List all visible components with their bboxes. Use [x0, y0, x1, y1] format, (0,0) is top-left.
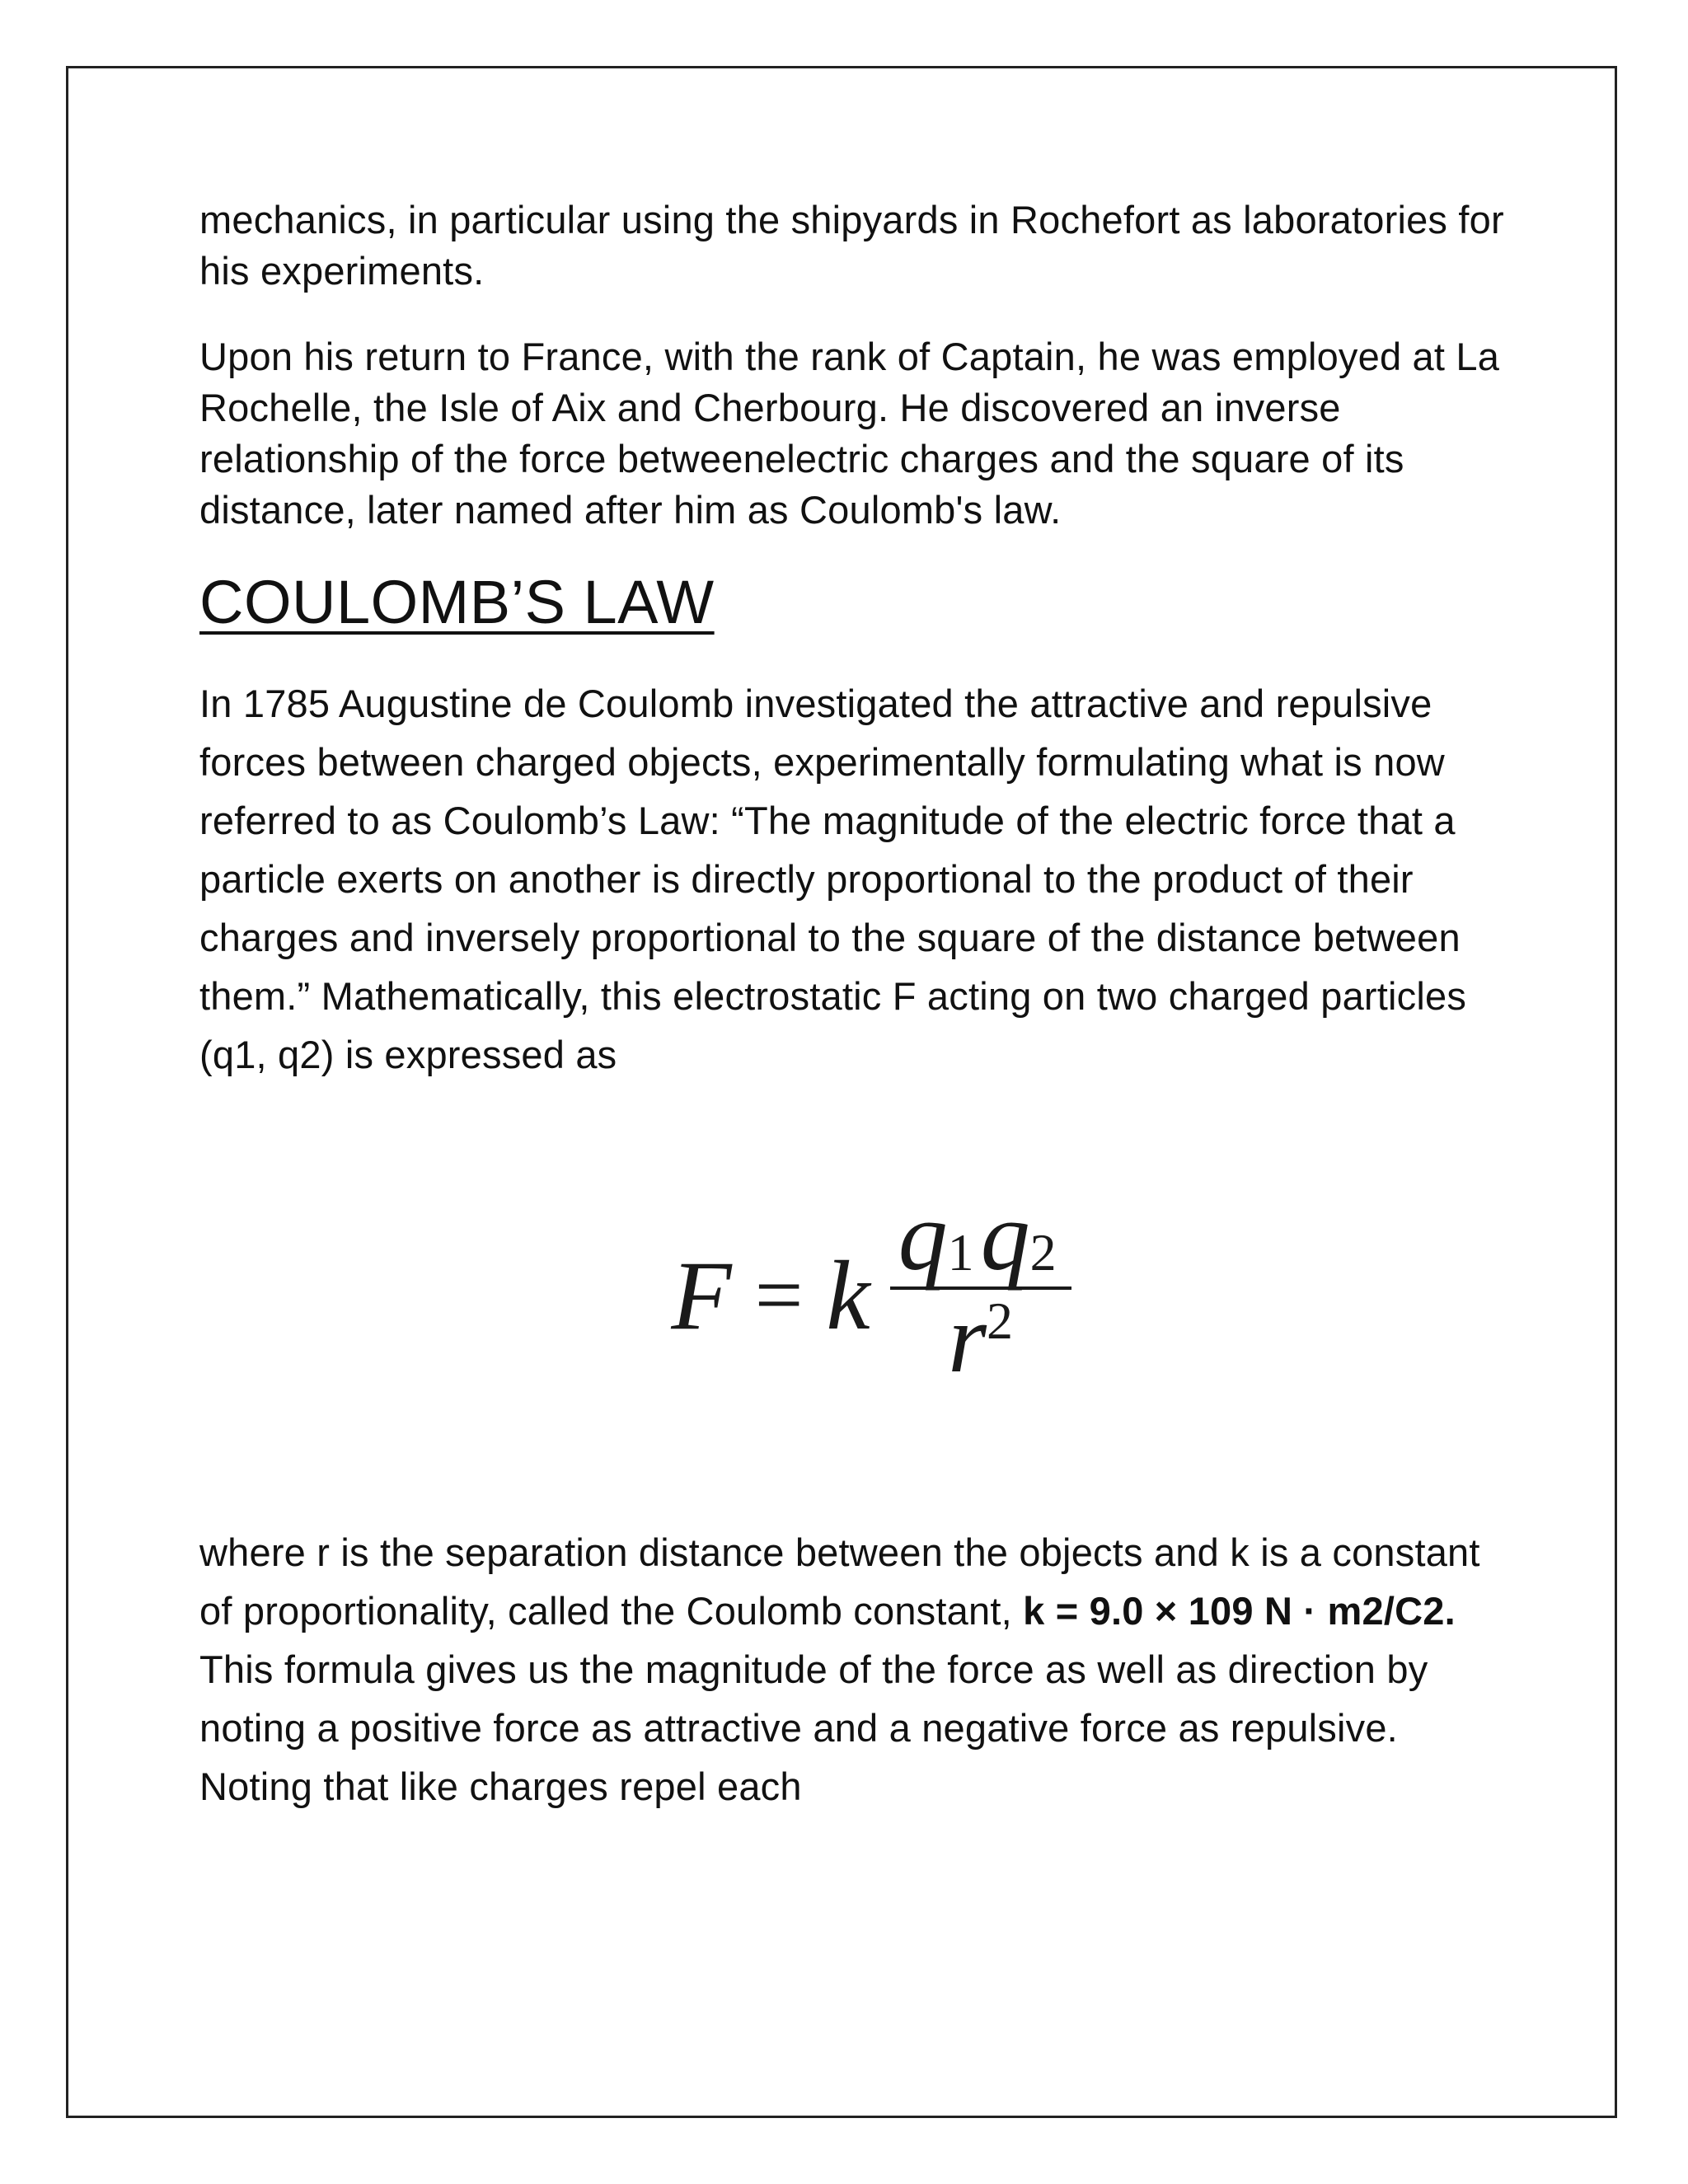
paragraph-coulombs-law: In 1785 Augustine de Coulomb investigated the attractive and repulsive forces between charged objects, experimentally formulating what is now referred to as Coulomb’s Law: “The magnitude of the electric force that a particle exerts on another is directly proportional to the product of their charges and inversely proportional to the square of the distance between them.” Mathematically, this electrostatic F acting on two charged particles (q1, q2) is expressed as — [199, 682, 1467, 1076]
formula-constant: k — [826, 1240, 870, 1350]
formula-denominator — [948, 1283, 1013, 1399]
formula-exponent: 2 — [986, 1291, 1013, 1350]
paragraph-coulomb-constant — [199, 1523, 1518, 1816]
paragraph-text-part1: where r is the separation distance between the objects and k is a constant of proportionality, called the Coulomb constant, — [199, 1530, 1480, 1633]
formula-fraction — [890, 1181, 1071, 1399]
coulomb-constant-value: k = 9.0 × 109 N · m2/C2. — [1023, 1589, 1456, 1633]
paragraph-return-to-france: Upon his return to France, with the rank of Captain, he was employed at La Rochelle, the Isle of Aix and Cherbourg. He discovered an inverse relationship of the force betweenelectric charges and the square of its distance, later named after him as Coulomb's law. — [199, 335, 1500, 532]
formula-force: F — [671, 1240, 732, 1350]
formula-block — [199, 1181, 1518, 1399]
formula-sub2: 2 — [1029, 1223, 1057, 1282]
paragraph-text-part2: This formula gives us the magnitude of the force as well as direction by noting a positive force as attractive and a negative force as repulsive. Noting that like charges repel each — [199, 1647, 1428, 1808]
paragraph-intro: mechanics, in particular using the shipyards in Rochefort as laboratories for his experiments. — [199, 198, 1504, 293]
formula-r: r — [948, 1283, 987, 1393]
formula-sub1: 1 — [947, 1223, 974, 1282]
formula-numerator — [890, 1181, 1071, 1291]
coulomb-formula — [671, 1181, 1071, 1399]
formula-equals: = — [754, 1248, 804, 1343]
section-heading: COULOMB’S LAW — [199, 568, 715, 636]
formula-q1: q — [898, 1181, 948, 1291]
formula-q2: q — [980, 1181, 1030, 1291]
document-body — [199, 194, 1518, 1816]
